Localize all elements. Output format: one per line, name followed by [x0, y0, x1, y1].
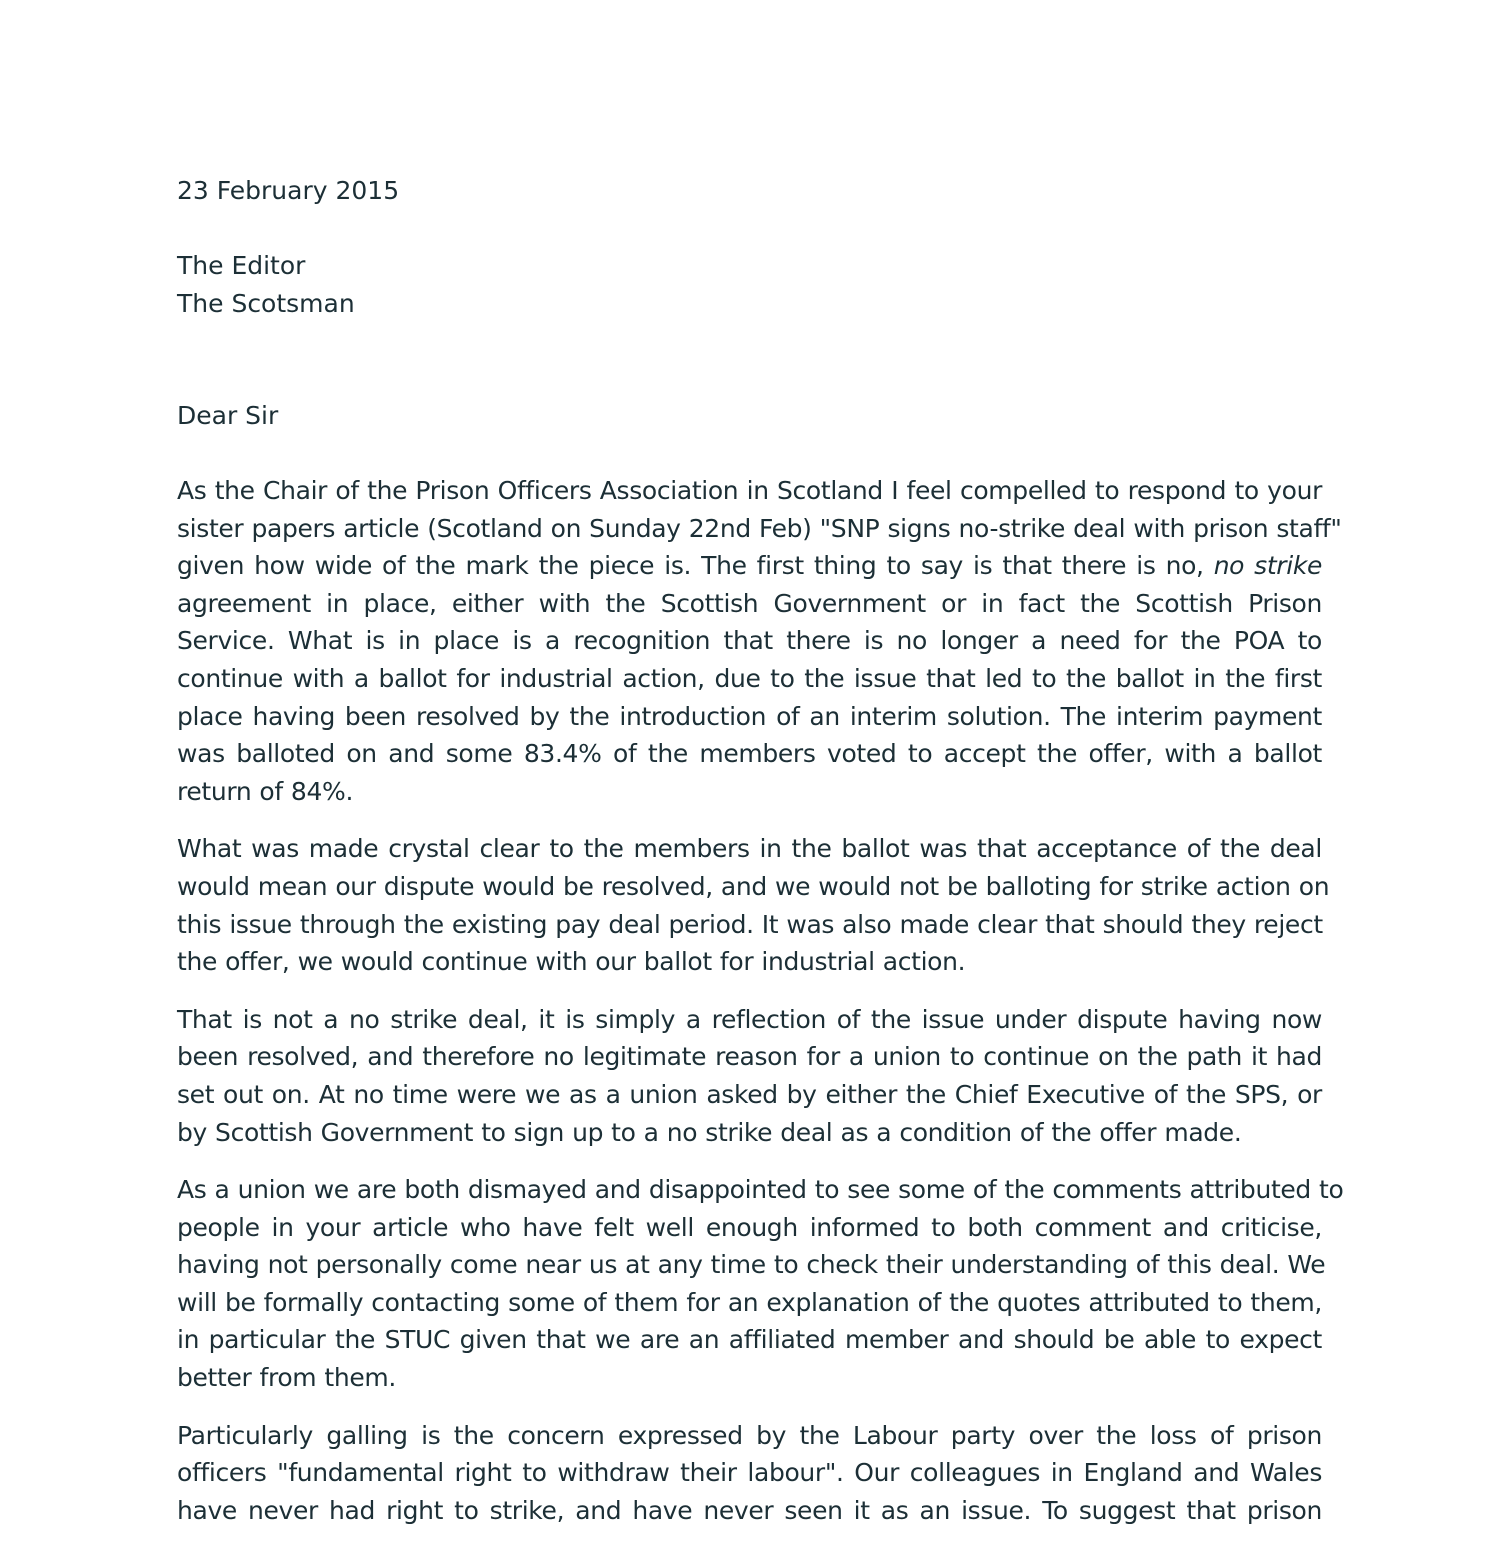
text-line: by Scottish Government to sign up to a no strike deal as a condition of the offer made. — [177, 1117, 1242, 1147]
paragraph-4 — [177, 1171, 1344, 1397]
text-line — [177, 547, 1322, 585]
text-segment: given how wide of the mark the piece is. The first thing to say is that there is no, — [177, 551, 1204, 581]
text-line: set out on. At no time were we as a union asked by either the Chief Executive of the SPS, or — [177, 1079, 1322, 1109]
text-line: As a union we are both dismayed and disappointed to see some of the comments attributed to — [177, 1175, 1344, 1205]
text-line: this issue through the existing pay deal period. It was also made clear that should they reject — [177, 909, 1323, 939]
text-line: the offer, we would continue with our ballot for industrial action. — [177, 947, 966, 977]
paragraph-1 — [177, 472, 1342, 810]
paragraph-5 — [177, 1417, 1322, 1530]
text-line: would mean our dispute would be resolved, and we would not be balloting for strike action on — [177, 871, 1330, 901]
letter-date: 23 February 2015 — [177, 176, 400, 205]
text-line: sister papers article (Scotland on Sunday 22nd Feb) "SNP signs no-strike deal with prison staff" — [177, 513, 1342, 543]
paragraph-3 — [177, 1001, 1322, 1151]
paragraph-2 — [177, 830, 1330, 980]
text-line: continue with a ballot for industrial action, due to the issue that led to the ballot in the first — [177, 663, 1322, 693]
addressee-line: The Editor — [177, 251, 306, 280]
text-line: having not personally come near us at any time to check their understanding of this deal. We — [177, 1250, 1326, 1280]
text-line: will be formally contacting some of them for an explanation of the quotes attributed to them, — [177, 1287, 1322, 1317]
text-line: Particularly galling is the concern expressed by the Labour party over the loss of prison — [177, 1420, 1322, 1450]
text-line: What was made crystal clear to the members in the ballot was that acceptance of the deal — [177, 834, 1322, 864]
text-line: have never had right to strike, and have never seen it as an issue. To suggest that prison — [177, 1495, 1322, 1525]
addressee-line: The Scotsman — [177, 289, 355, 318]
text-line: been resolved, and therefore no legitimate reason for a union to continue on the path it had — [177, 1042, 1322, 1072]
text-line: That is not a no strike deal, it is simply a reflection of the issue under dispute having now — [177, 1004, 1322, 1034]
text-line: people in your article who have felt well enough informed to both comment and criticise, — [177, 1212, 1322, 1242]
italic-emphasis: no strike — [1213, 551, 1322, 581]
text-line: better from them. — [177, 1363, 396, 1393]
text-line: Service. What is in place is a recognition that there is no longer a need for the POA to — [177, 626, 1322, 656]
text-line: officers "fundamental right to withdraw their labour". Our colleagues in England and Wales — [177, 1458, 1322, 1488]
text-line: was balloted on and some 83.4% of the members voted to accept the offer, with a ballot — [177, 739, 1322, 769]
addressee-block — [177, 247, 1322, 323]
text-line: in particular the STUC given that we are an affiliated member and should be able to expect — [177, 1325, 1322, 1355]
text-line: place having been resolved by the introduction of an interim solution. The interim payment — [177, 701, 1322, 731]
text-line: agreement in place, either with the Scottish Government or in fact the Scottish Prison — [177, 588, 1322, 618]
text-line: return of 84%. — [177, 776, 354, 806]
text-line: As the Chair of the Prison Officers Association in Scotland I feel compelled to respond to your — [177, 476, 1322, 505]
letter-page — [177, 172, 1344, 1549]
salutation: Dear Sir — [177, 401, 279, 430]
